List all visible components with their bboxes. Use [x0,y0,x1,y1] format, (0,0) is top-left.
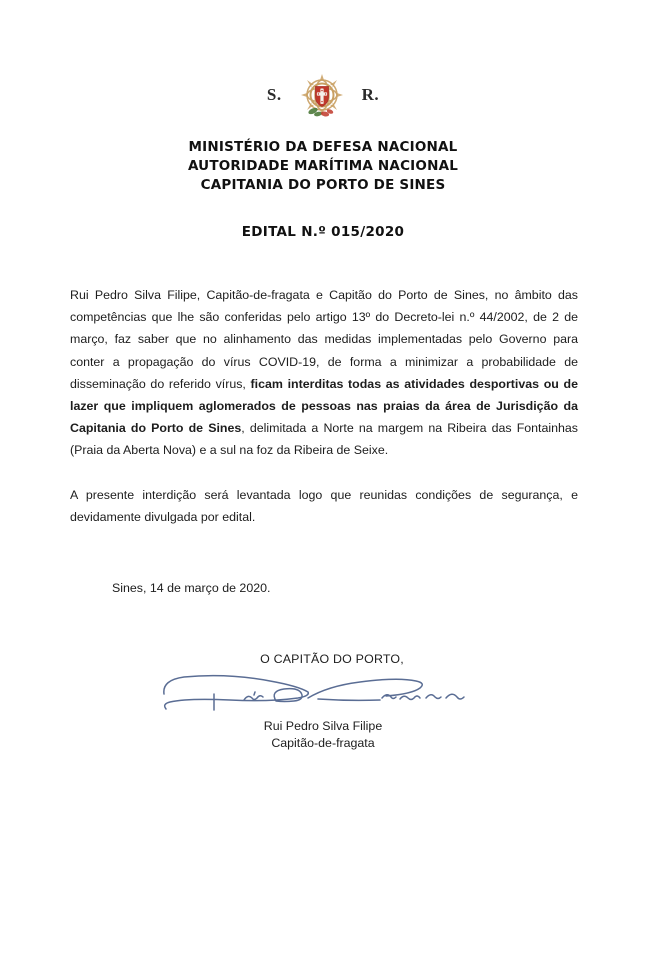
page-title: EDITAL N.º 015/2020 [241,224,405,240]
institution-header [0,138,646,195]
portuguese-coat-of-arms-icon [296,69,348,125]
body-paragraph-1 [70,284,578,462]
paragraph1-segment-3: , delimitada a Norte na margem na Ribeira das Fontainhas (Praia da Aberta Nova) e a sul na foz da Ribeira de Seixe. [70,421,579,458]
signature-block [0,652,646,752]
header-line-capitania: CAPITANIA DO PORTO DE SINES [200,177,446,193]
crest-right-letter: R. [361,85,380,104]
body-paragraph-2: A presente interdição será levantada logo que reunidas condições de segurança, e devidamente divulgada por edital. [70,487,578,524]
crest-block [0,66,646,128]
signature-heading: O CAPITÃO DO PORTO, [260,652,404,666]
paragraph1-bold-segment: ficam interditas todas as atividades desportivas ou de lazer que impliquem aglomerados de pessoas nas praias da área de Jurisdição da Capitania do Porto de Sines [70,376,578,436]
header-line-authority: AUTORIDADE MARÍTIMA NACIONAL [187,158,459,174]
date-block [112,578,270,598]
crest-left-letter: S. [266,85,282,104]
signatory-rank: Capitão-de-fragata [271,736,375,750]
paragraph1-segment-1: Rui Pedro Silva Filipe, Capitão-de-fragata e Capitão do Porto de Sines, no âmbito das competências que lhe são conferidas pelo artigo 13º do Decreto-lei n.º 44/2002, de 2 de março, faz saber que no alinhamento das medidas implementadas pelo Governo para conter a propagação do vírus COVID-19, de forma a minimizar a probabilidade de disseminação do referido vírus, [70,288,578,391]
handwritten-signature-icon [158,668,488,716]
title-block [0,224,646,240]
signatory-name: Rui Pedro Silva Filipe [263,719,383,733]
header-line-ministry: MINISTÉRIO DA DEFESA NACIONAL [188,139,458,155]
date-line: Sines, 14 de março de 2020. [112,581,271,595]
document-body [70,284,578,528]
